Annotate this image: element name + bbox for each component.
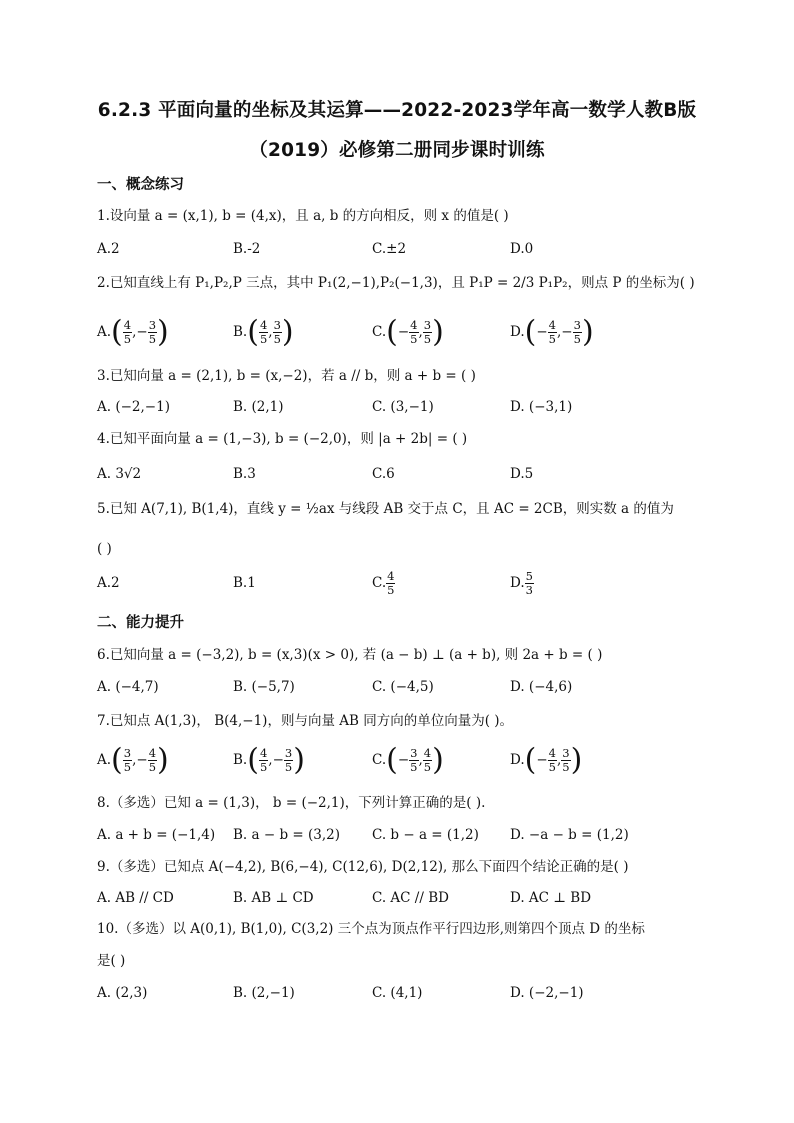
question-8-option-d: D. −a − b = (1,2) — [510, 827, 629, 843]
question-6-option-b: B. (−5,7) — [233, 679, 295, 695]
question-10-option-d: D. (−2,−1) — [510, 985, 584, 1001]
question-5-option-b: B.1 — [233, 575, 256, 591]
question-3-option-b: B. (2,1) — [233, 399, 284, 415]
question-5-option-a: A.2 — [97, 575, 120, 591]
question-7-option-a: A.( $\frac{3}{5}$ ,− $\frac{4}{5}$ ) — [97, 742, 169, 778]
question-4-option-b: B.3 — [233, 466, 256, 482]
question-3-stem: 3.已知向量 a = (2,1), b = (x,−2)，若 a // b，则 a + b = ( ) — [97, 368, 476, 384]
question-4-stem: 4.已知平面向量 a = (1,−3), b = (−2,0)，则 |a + 2b| = ( ) — [97, 431, 468, 447]
question-8-stem: 8.（多选）已知 a = (1,3)， b = (−2,1)，下列计算正确的是( ). — [97, 795, 486, 811]
question-9-stem: 9.（多选）已知点 A(−4,2), B(6,−4), C(12,6), D(2,12), 那么下面四个结论正确的是( ) — [97, 859, 629, 875]
question-10-stem: 10.（多选）以 A(0,1), B(1,0), C(3,2) 三个点为顶点作平行四边形,则第四个顶点 D 的坐标 — [97, 921, 645, 937]
question-2-stem: 2.已知直线上有 P₁,P₂,P 三点，其中 P₁(2,−1),P₂(−1,3)，且 P₁P = 2/3 P₁P₂，则点 P 的坐标为( ) — [97, 275, 695, 291]
question-10-option-b: B. (2,−1) — [233, 985, 295, 1001]
question-7-option-d: D.(− $\frac{4}{5}$ , $\frac{3}{5}$ ) — [510, 742, 583, 778]
section-heading-concepts: 一、概念练习 — [97, 177, 184, 193]
question-9-option-b: B. AB ⊥ CD — [233, 890, 314, 906]
question-2-option-a: A.( $\frac{4}{5}$ ,− $\frac{3}{5}$ ) — [97, 314, 169, 350]
question-1-stem: 1.设向量 a = (x,1), b = (4,x)，且 a, b 的方向相反，则 x 的值是( ) — [97, 208, 509, 224]
question-6-stem: 6.已知向量 a = (−3,2), b = (x,3)(x > 0), 若 (a − b) ⊥ (a + b), 则 2a + b = ( ) — [97, 647, 603, 663]
question-1-option-b: B.-2 — [233, 241, 261, 257]
question-1-option-c: C.±2 — [372, 241, 407, 257]
question-5-stem-continued: ( ) — [97, 541, 112, 557]
question-7-option-b: B.( $\frac{4}{5}$ ,− $\frac{3}{5}$ ) — [233, 742, 305, 778]
question-7-option-c: C.(− $\frac{3}{5}$ , $\frac{4}{5}$ ) — [372, 742, 444, 778]
question-4-option-c: C.6 — [372, 466, 395, 482]
question-10-stem-continued: 是( ) — [97, 953, 126, 969]
question-7-stem: 7.已知点 A(1,3)， B(4,−1)，则与向量 AB 同方向的单位向量为( )。 — [97, 713, 514, 729]
question-9-option-a: A. AB // CD — [97, 890, 174, 906]
question-2-option-b: B.( $\frac{4}{5}$ , $\frac{3}{5}$ ) — [233, 314, 294, 350]
question-8-option-b: B. a − b = (3,2) — [233, 827, 340, 843]
question-5-stem: 5.已知 A(7,1), B(1,4)，直线 y = ½ax 与线段 AB 交于点 C，且 AC = 2CB，则实数 a 的值为 — [97, 501, 674, 517]
question-6-option-c: C. (−4,5) — [372, 679, 434, 695]
page-title-line-1: 6.2.3 平面向量的坐标及其运算——2022-2023学年高一数学人教B版 — [97, 100, 697, 121]
question-9-option-c: C. AC // BD — [372, 890, 449, 906]
question-8-option-c: C. b − a = (1,2) — [372, 827, 479, 843]
question-4-option-d: D.5 — [510, 466, 534, 482]
question-1-option-a: A.2 — [97, 241, 120, 257]
question-3-option-c: C. (3,−1) — [372, 399, 434, 415]
question-1-option-d: D.0 — [510, 241, 534, 257]
page-title-line-2: （2019）必修第二册同步课时训练 — [249, 140, 545, 161]
question-3-option-d: D. (−3,1) — [510, 399, 573, 415]
question-10-option-c: C. (4,1) — [372, 985, 423, 1001]
question-2-option-d: D.(− $\frac{4}{5}$ ,− $\frac{3}{5}$ ) — [510, 314, 594, 350]
question-2-option-c: C.(− $\frac{4}{5}$ , $\frac{3}{5}$ ) — [372, 314, 444, 350]
question-5-option-d: D. $\frac{5}{3}$ — [510, 569, 533, 597]
question-6-option-d: D. (−4,6) — [510, 679, 573, 695]
section-heading-ability: 二、能力提升 — [97, 615, 184, 631]
question-9-option-d: D. AC ⊥ BD — [510, 890, 592, 906]
question-6-option-a: A. (−4,7) — [97, 679, 159, 695]
question-5-option-c: C. $\frac{4}{5}$ — [372, 569, 395, 597]
question-3-option-a: A. (−2,−1) — [97, 399, 170, 415]
question-4-option-a: A. 3√2 — [97, 466, 142, 482]
question-10-option-a: A. (2,3) — [97, 985, 148, 1001]
question-8-option-a: A. a + b = (−1,4) — [97, 827, 216, 843]
